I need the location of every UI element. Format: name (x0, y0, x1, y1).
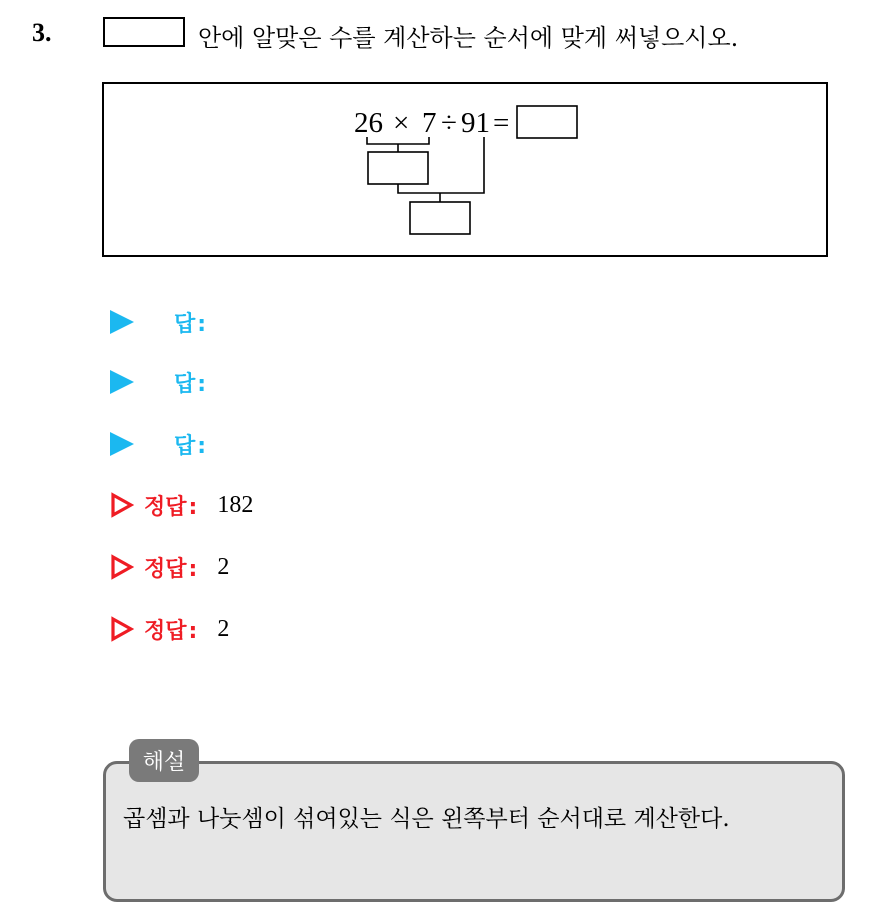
blue-triangle-icon (110, 432, 134, 456)
expr-multiply-sign: × (393, 107, 410, 139)
answer-label: 답: (174, 371, 207, 397)
answer-label: 답: (174, 311, 207, 337)
expr-divide-sign: ÷ (441, 107, 457, 139)
result-answer-box (517, 106, 577, 138)
step2-answer-box (410, 202, 470, 234)
correct-answer-value: 2 (217, 615, 230, 642)
solution-tab: 해설 (129, 739, 199, 782)
answer-row-1 (110, 306, 206, 338)
red-outline-triangle-icon (110, 616, 134, 642)
expr-number-91: 91 (461, 107, 490, 139)
solution-text: 곱셈과 나눗셈이 섞여있는 식은 왼쪽부터 순서대로 계산한다. (123, 806, 730, 832)
blank-box-example (103, 17, 185, 47)
question-instruction: 안에 알맞은 수를 계산하는 순서에 맞게 써넣으시오. (198, 24, 739, 52)
step1-answer-box (368, 152, 428, 184)
correct-answer-label: 정답: (144, 494, 198, 520)
correct-answer-value: 182 (217, 491, 254, 518)
answer-label: 답: (174, 433, 207, 459)
expr-equals-sign: = (493, 107, 510, 139)
blue-triangle-icon (110, 370, 134, 394)
correct-answer-value: 2 (217, 553, 230, 580)
answer-row-3 (110, 428, 206, 460)
red-outline-triangle-icon (110, 554, 134, 580)
red-outline-triangle-icon (110, 492, 134, 518)
order-diagram (104, 84, 826, 255)
answer-row-2 (110, 366, 206, 398)
problem-frame (102, 82, 828, 257)
expr-number-26: 26 (354, 107, 383, 139)
correct-answer-row-1 (110, 489, 253, 521)
correct-answer-label: 정답: (144, 618, 198, 644)
correct-answer-row-2 (110, 551, 229, 583)
question-number: 3. (32, 18, 52, 47)
blue-triangle-icon (110, 310, 134, 334)
correct-answer-label: 정답: (144, 556, 198, 582)
expr-number-7: 7 (422, 107, 437, 139)
correct-answer-row-3 (110, 613, 229, 645)
